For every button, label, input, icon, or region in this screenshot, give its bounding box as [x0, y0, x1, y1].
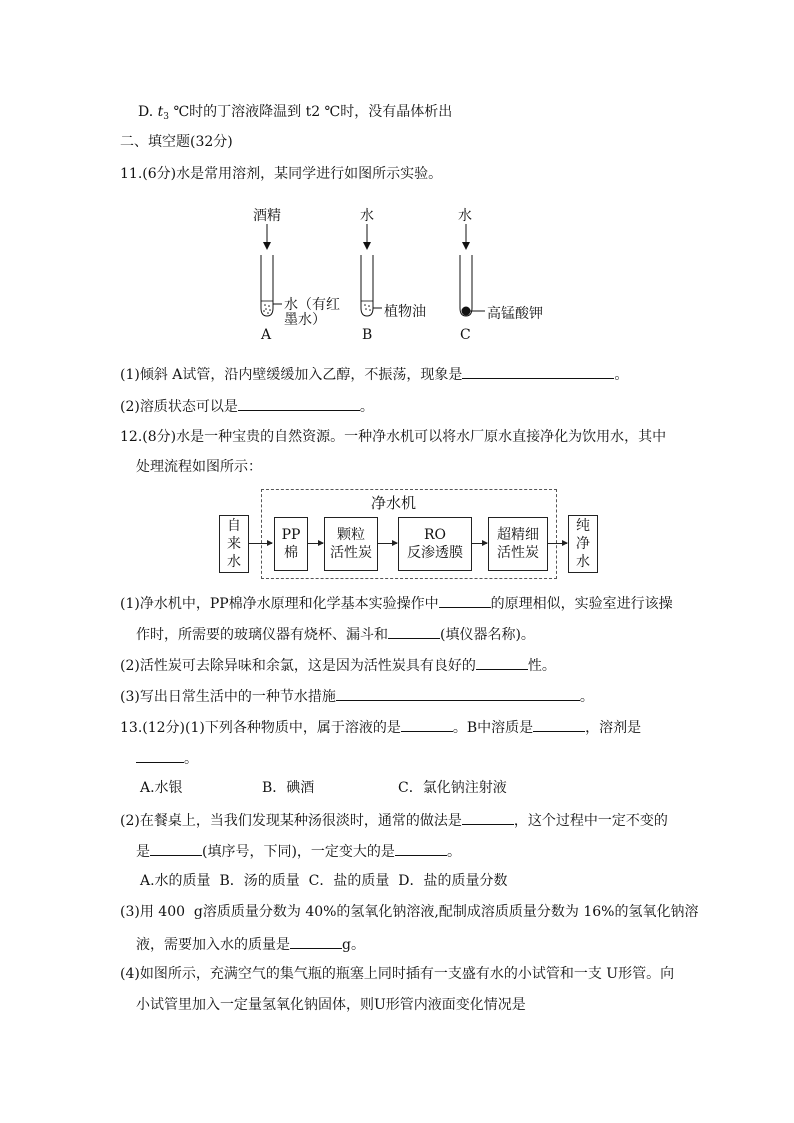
- answer-blank[interactable]: [150, 841, 202, 856]
- tube-c-side-label: 高锰酸钾: [487, 306, 543, 322]
- q11-stem: 11.(6分)水是常用溶剂，某同学进行如图所示实验。: [120, 166, 443, 182]
- tube-b: [361, 224, 382, 316]
- q11-part1: (1)倾斜 A试管，沿内壁缓缓加入乙醇，不振荡，现象是 。: [120, 364, 628, 384]
- tube-a-side-label-2: 墨水）: [284, 312, 326, 328]
- flow-arrow: [307, 543, 323, 544]
- answer-blank[interactable]: [439, 593, 491, 608]
- tube-b-top-label: 水: [360, 208, 374, 224]
- q12-stem-line2: 处理流程如图所示：: [136, 459, 262, 475]
- q12-part3: (3)写出日常生活中的一种节水措施 。: [120, 686, 594, 706]
- tube-a-side-label: 水（有红: [284, 297, 340, 313]
- q13-part4-line1: (4)如图所示，充满空气的集气瓶的瓶塞上同时插有一支盛有水的小试管和一支 U形管。向: [120, 966, 675, 982]
- tube-b-side-label: 植物油: [384, 304, 426, 320]
- q13-option-b: B．碘酒: [262, 780, 315, 796]
- tube-b-letter: B: [362, 327, 373, 343]
- flow-granular-carbon: 颗粒 活性炭: [324, 517, 378, 571]
- tube-c-top-label: 水: [458, 208, 472, 224]
- flow-pp-cotton: PP 棉: [274, 517, 308, 571]
- q13-part1-line2: 。: [136, 748, 198, 768]
- q13-options2: A.水的质量 B．汤的质量 C．盐的质量 D．盐的质量分数: [140, 873, 508, 889]
- q12-part1-line2: 作时，所需要的玻璃仪器有烧杯、漏斗和 (填仪器名称)。: [136, 624, 535, 644]
- q13-part3-line2: 液，需要加入水的质量是 g。: [136, 934, 365, 954]
- q10-option-d: D. $t_3$ ℃时的丁溶液降温到 t2 ℃时，没有晶体析出: [138, 104, 453, 122]
- q13-option-a: A.水银: [140, 780, 183, 796]
- answer-blank[interactable]: [388, 624, 440, 639]
- q13-part2-line2: 是 (填序号，下同)，一定变大的是 。: [136, 841, 461, 861]
- q12-part1-line1: (1)净水机中，PP棉净水原理和化学基本实验操作中 的原理相似，实验室进行该操: [120, 593, 673, 613]
- tube-a-top-label: 酒精: [253, 208, 281, 224]
- answer-blank[interactable]: [476, 655, 528, 670]
- q12-part2: (2)活性炭可去除异味和余氯，这是因为活性炭具有良好的 性。: [120, 655, 556, 675]
- flow-ro-membrane: RO 反渗透膜: [398, 517, 472, 571]
- section-heading: 二、填空题(32分): [120, 134, 233, 150]
- answer-blank[interactable]: [395, 841, 447, 856]
- flow-arrow: [377, 543, 397, 544]
- tube-c: [460, 224, 485, 316]
- flow-ultrafine-carbon: 超精细 活性炭: [488, 517, 548, 571]
- answer-blank[interactable]: [336, 686, 580, 701]
- q11-part2: (2)溶质状态可以是 。: [120, 396, 374, 416]
- flow-arrow: [547, 543, 567, 544]
- answer-blank[interactable]: [238, 396, 360, 411]
- answer-blank[interactable]: [533, 717, 585, 732]
- water-purifier-label: 净水机: [371, 494, 417, 512]
- q13-part4-line2: 小试管里加入一定量氢氧化钠固体，则U形管内液面变化情况是: [136, 997, 526, 1013]
- q12-stem-line1: 12.(8分)水是一种宝贵的自然资源。一种净水机可以将水厂原水直接净化为饮用水，其中: [120, 429, 667, 445]
- q13-option-c: C．氯化钠注射液: [398, 780, 507, 796]
- q13-part3-line1: (3)用 400 g溶质质量分数为 40%的氢氧化钠溶液,配制成溶质质量分数为 16%的氢氧化钠溶: [120, 904, 699, 920]
- flow-arrow: [471, 543, 487, 544]
- answer-blank[interactable]: [136, 748, 184, 763]
- tube-c-letter: C: [460, 327, 471, 343]
- flow-pure-water: 纯 净 水: [568, 515, 598, 573]
- answer-blank[interactable]: [401, 717, 453, 732]
- answer-blank[interactable]: [290, 934, 342, 949]
- tube-a: [261, 224, 282, 316]
- q13-part2-line1: (2)在餐桌上，当我们发现某种汤很淡时，通常的做法是 ，这个过程中一定不变的: [120, 810, 668, 830]
- flow-tap-water: 自 来 水: [219, 515, 249, 573]
- q13-part1-line1: 13.(12分)(1)下列各种物质中，属于溶液的是 。B中溶质是 ，溶剂是: [120, 717, 641, 737]
- answer-blank[interactable]: [462, 364, 614, 379]
- tube-a-letter: A: [261, 327, 272, 343]
- test-tubes-figure: [230, 200, 570, 350]
- flow-arrow: [248, 543, 272, 544]
- answer-blank[interactable]: [462, 810, 514, 825]
